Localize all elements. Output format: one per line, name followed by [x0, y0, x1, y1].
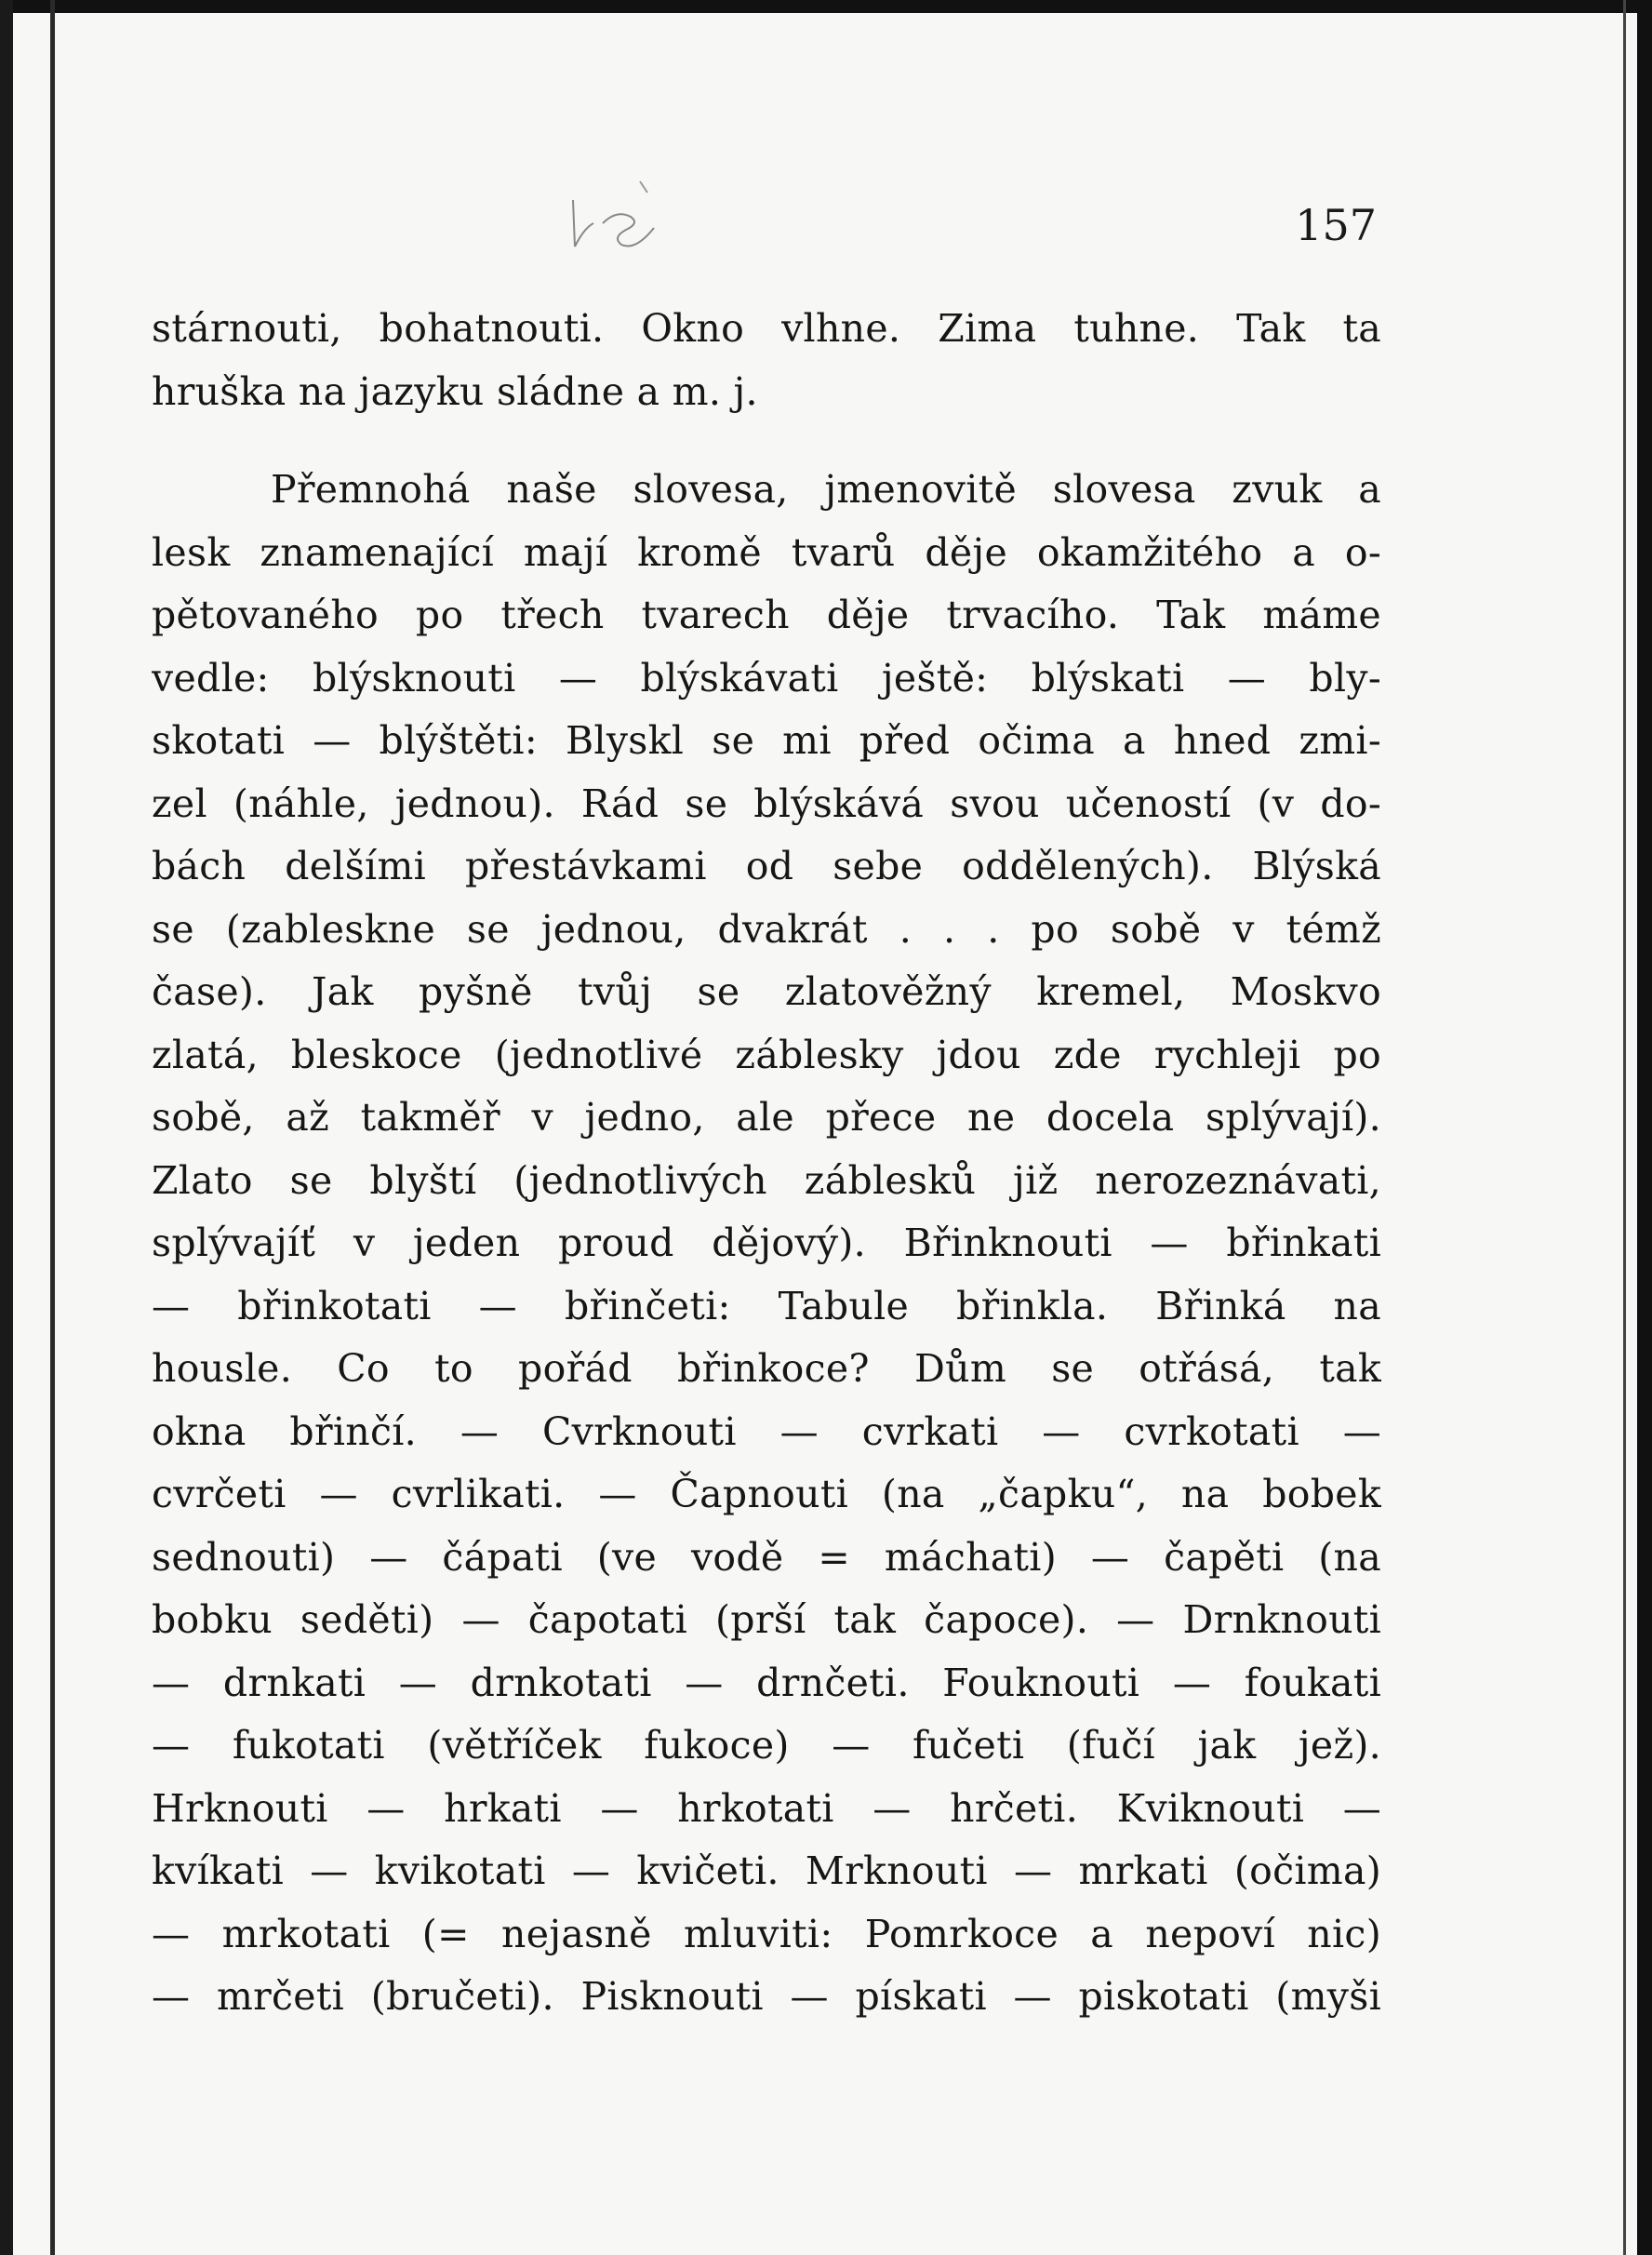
text-line: stárnouti, bohatnouti. Okno vlhne. Zima tuhne. Tak ta — [152, 306, 1381, 351]
text-line: cvrčeti — cvrlikati. — Čapnouti (na „čapku“, na bobek — [152, 1472, 1381, 1516]
text-line: — mrčeti (bručeti). Pisknouti — pískati — piskotati (myši — [152, 1974, 1381, 2019]
text-line: pětovaného po třech tvarech děje trvacího. Tak máme — [152, 593, 1381, 637]
text-line: okna břinčí. — Cvrknouti — cvrkati — cvrkotati — — [152, 1408, 1381, 1454]
text-line: — drnkati — drnkotati — drnčeti. Fouknouti — foukati — [152, 1660, 1381, 1705]
pencil-annotation-mark — [566, 172, 668, 256]
text-line: lesk znamenající mají kromě tvarů děje okamžitého a o- — [152, 529, 1381, 575]
text-line: čase). Jak pyšně tvůj se zlatověžný kremel, Moskvo — [152, 969, 1381, 1014]
text-line: — fukotati (větříček fukoce) — fučeti (fučí jak jež). — [152, 1723, 1381, 1768]
text-line: splývajíť v jeden proud dějový). Břinknouti — břinkati — [152, 1221, 1381, 1265]
text-line: housle. Co to pořád břinkoce? Dům se otřásá, tak — [152, 1346, 1381, 1391]
text-line: vedle: blýsknouti — blýskávati ještě: blýskati — bly- — [152, 655, 1381, 701]
scan-edge-right-line — [1623, 0, 1626, 2255]
text-line: hruška na jazyku sládne a m. j. — [152, 368, 758, 414]
text-line: se (zableskne se jednou, dvakrát . . . po sobě v témž — [152, 906, 1381, 952]
scan-edge-top — [0, 0, 1652, 13]
text-line: — mrkotati (= nejasně mluviti: Pomrkoce a nepoví nic) — [152, 1911, 1381, 1956]
body-text — [152, 298, 1381, 2029]
scan-edge-right — [1637, 0, 1652, 2255]
text-line: bobku seděti) — čapotati (prší tak čapoce). — Drnknouti — [152, 1597, 1381, 1642]
text-line: zlatá, bleskoce (jednotlivé záblesky jdou zde rychleji po — [152, 1032, 1381, 1077]
text-line: Zlato se blyští (jednotlivých záblesků již nerozeznávati, — [152, 1157, 1381, 1203]
text-line: sobě, až takměř v jedno, ale přece ne docela splývají). — [152, 1095, 1381, 1140]
text-line: — břinkotati — břinčeti: Tabule břinkla. Břinká na — [152, 1283, 1381, 1328]
text-line: skotati — blýštěti: Blyskl se mi před očima a hned zmi- — [152, 718, 1381, 763]
text-line: Hrknouti — hrkati — hrkotati — hrčeti. Kviknouti — — [152, 1785, 1381, 1831]
text-line: kvíkati — kvikotati — kvičeti. Mrknouti — mrkati (očima) — [152, 1848, 1381, 1893]
text-line: sednouti) — čápati (ve vodě = máchati) — čapěti (na — [152, 1534, 1381, 1580]
paragraph-gap — [152, 423, 1381, 459]
text-line: bách delšími přestávkami od sebe oddělených). Blýská — [152, 844, 1381, 888]
scan-edge-left — [0, 0, 13, 2255]
text-line: zel (náhle, jednou). Rád se blýskává svou učeností (v do- — [152, 781, 1381, 826]
page-number: 157 — [1295, 200, 1377, 250]
scan-gutter-line — [50, 0, 55, 2255]
text-line: Přemnohá naše slovesa, jmenovitě slovesa zvuk a — [271, 467, 1381, 512]
